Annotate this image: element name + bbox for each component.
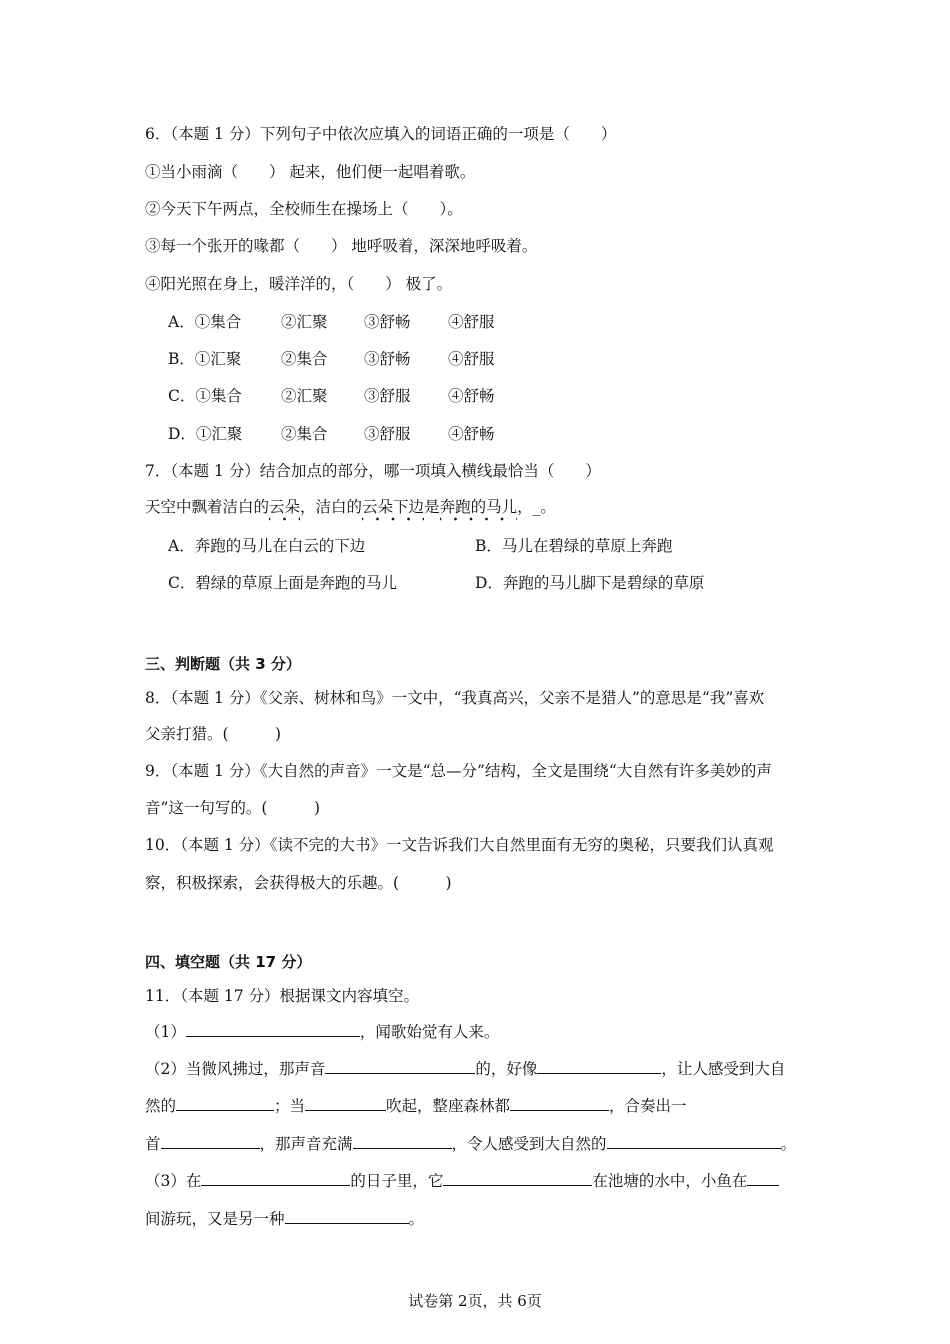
q6-option-c[interactable]: C．①集合 ②汇聚 ③舒服 ④舒畅	[168, 387, 495, 405]
fill-blank[interactable]	[325, 1059, 475, 1074]
fill-blank[interactable]	[161, 1134, 260, 1149]
q10-line-1: 10．（本题 1 分）《读不完的大书》一文告诉我们大自然里面有无穷的奥秘，只要我们认真观	[145, 836, 774, 854]
q6-option-b[interactable]: B．①汇聚 ②集合 ③舒畅 ④舒服	[168, 350, 495, 368]
q11-part-2-line-3: 首 ，那声音充满 ，令人感受到大自然的 。	[145, 1135, 797, 1153]
fill-blank[interactable]	[353, 1134, 452, 1149]
fill-blank[interactable]	[537, 1059, 661, 1074]
q6-option-a[interactable]: A．①集合 ②汇聚 ③舒畅 ④舒服	[168, 313, 495, 331]
fill-blank[interactable]	[747, 1171, 779, 1186]
q6-sentence-1: ①当小雨滴（ ） 起来，他们便一起唱着歌。	[145, 163, 476, 181]
q11-part-2-line-1: （2）当微风拂过，那声音 的，好像 ，让人感受到大自	[145, 1060, 786, 1078]
q11-stem: 11．（本题 17 分）根据课文内容填空。	[145, 987, 420, 1005]
q7-option-b[interactable]: B．马儿在碧绿的草原上奔跑	[475, 537, 673, 555]
q6-sentence-2: ②今天下午两点，全校师生在操场上（ ）。	[145, 200, 463, 218]
q11-part-3-line-1: （3）在 的日子里，它 在池塘的水中，小鱼在	[145, 1169, 779, 1191]
fill-blank[interactable]	[176, 1096, 274, 1111]
q11-part-1: （1） ，闻歌始觉有人来。	[145, 1023, 500, 1041]
section-4-title: 四、填空题（共 17 分）	[145, 953, 312, 971]
answer-blank[interactable]: _。	[532, 498, 556, 516]
fill-blank[interactable]	[607, 1134, 781, 1149]
page-footer: 试卷第 2页，共 6页	[408, 1292, 542, 1310]
fill-blank[interactable]	[285, 1209, 409, 1224]
dotted-text-1: 云朵	[269, 498, 300, 521]
fill-blank[interactable]	[443, 1171, 592, 1186]
q6-option-d[interactable]: D．①汇聚 ②集合 ③舒服 ④舒畅	[168, 425, 495, 443]
q11-part-3-line-2: 间游玩，又是另一种 。	[145, 1210, 425, 1228]
q7-stem: 7．（本题 1 分）结合加点的部分，哪一项填入横线最恰当（ ）	[145, 462, 601, 480]
fill-blank[interactable]	[305, 1096, 386, 1111]
q6-stem: 6．（本题 1 分）下列句子中依次应填入的词语正确的一项是（ ）	[145, 125, 617, 143]
section-3-title: 三、判断题（共 3 分）	[145, 655, 301, 673]
fill-blank[interactable]	[510, 1096, 609, 1111]
q7-option-c[interactable]: C．碧绿的草原上面是奔跑的马儿	[168, 574, 397, 592]
q9-line-1: 9．（本题 1 分）《大自然的声音》一文是“总—分”结构，全文是围绕“大自然有许多美妙的声	[145, 762, 772, 780]
q10-line-2[interactable]: 察，积极探索，会获得极大的乐趣。( )	[145, 874, 452, 892]
fill-blank[interactable]	[201, 1171, 350, 1186]
dotted-text-2: 云朵下边	[362, 498, 424, 521]
q7-option-d[interactable]: D．奔跑的马儿脚下是碧绿的草原	[475, 574, 705, 592]
dotted-text-3: 奔跑的马儿	[440, 498, 518, 521]
q6-sentence-4: ④阳光照在身上，暖洋洋的，（ ） 极了。	[145, 275, 453, 293]
q7-sentence: 天空中飘着洁白的云朵，洁白的云朵下边是奔跑的马儿，_。	[145, 495, 556, 517]
q8-line-2[interactable]: 父亲打猎。( )	[145, 725, 282, 743]
q7-option-a[interactable]: A．奔跑的马儿在白云的下边	[168, 537, 366, 555]
q6-sentence-3: ③每一个张开的喙都（ ） 地呼吸着，深深地呼吸着。	[145, 237, 538, 255]
q8-line-1: 8．（本题 1 分）《父亲、树林和鸟》一文中，“我真高兴，父亲不是猎人”的意思是“我”喜欢	[145, 689, 765, 707]
q11-part-2-line-2: 然的 ；当 吹起，整座森林都 ，合奏出一	[145, 1097, 687, 1115]
fill-blank[interactable]	[186, 1022, 360, 1037]
q9-line-2[interactable]: 音”这一句写的。( )	[145, 799, 321, 817]
